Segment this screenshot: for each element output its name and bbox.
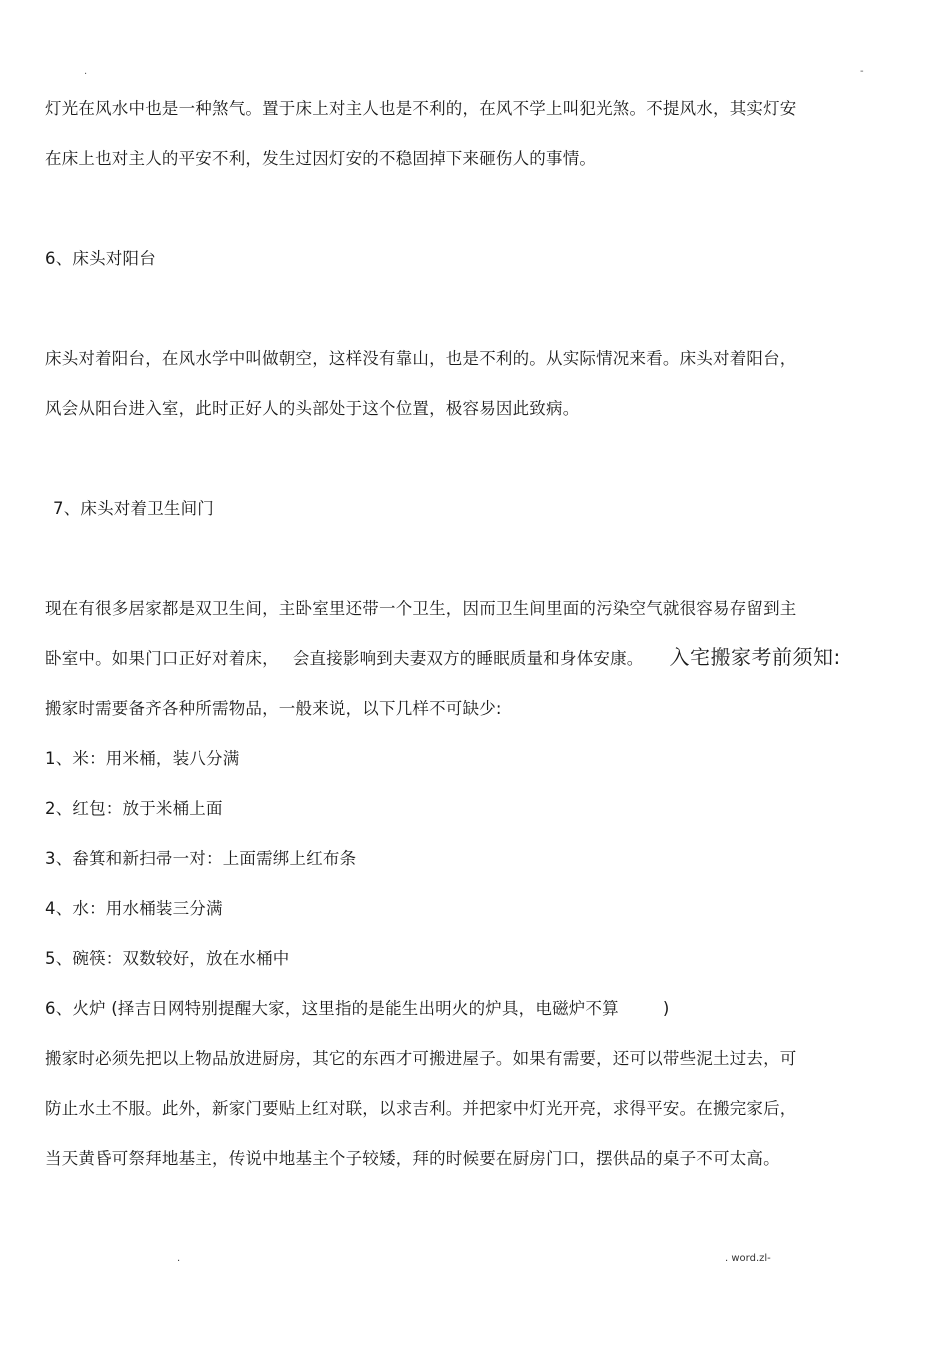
paragraph-bathroom-line-2b: 会直接影响到夫妻双方的睡眠质量和身体安康。: [292, 649, 644, 668]
list-item-2: 2、红包：放于米桶上面: [45, 799, 223, 818]
paragraph-bathroom-line-1: 现在有很多居家都是双卫生间，主卧室里还带一个卫生，因而卫生间里面的污染空气就很容易存留到主: [45, 599, 797, 618]
list-item-4: 4、水：用水桶装三分满: [45, 899, 223, 918]
paragraph-bathroom-line-2: [45, 646, 841, 670]
section-heading-6: 6、床头对阳台: [45, 249, 156, 268]
header-right-mark: -: [860, 66, 864, 77]
moving-notice-heading: 入宅搬家考前须知:: [669, 645, 841, 669]
header-left-mark: .: [84, 66, 88, 77]
section-heading-7: 7、床头对着卫生间门: [53, 499, 214, 518]
paragraph-moving-line-1: 搬家时必须先把以上物品放进厨房，其它的东西才可搬进屋子。如果有需要，还可以带些泥土过去，可: [45, 1049, 797, 1068]
paragraph-lighting-line-2: 在床上也对主人的平安不利，发生过因灯安的不稳固掉下来砸伤人的事情。: [45, 149, 597, 168]
list-item-6: [45, 998, 670, 1020]
paragraph-bathroom-line-2a: 卧室中。如果门口正好对着床，: [45, 649, 279, 668]
footer-left-mark: .: [177, 1253, 181, 1264]
paragraph-balcony-line-1: 床头对着阳台，在风水学中叫做朝空，这样没有靠山，也是不利的。从实际情况来看。床头对着阳台，: [45, 349, 797, 368]
list-item-3: 3、畚箕和新扫帚一对：上面需绑上红布条: [45, 849, 357, 868]
footer-source: . word.zl-: [725, 1253, 771, 1264]
list-item-5: 5、碗筷：双数较好，放在水桶中: [45, 949, 290, 968]
list-item-1: 1、米：用米桶，装八分满: [45, 749, 240, 768]
paragraph-balcony-line-2: 风会从阳台进入室，此时正好人的头部处于这个位置，极容易因此致病。: [45, 399, 580, 418]
list-item-6-close: ): [662, 999, 670, 1018]
paragraph-lighting-line-1: 灯光在风水中也是一种煞气。置于床上对主人也是不利的，在风不学上叫犯光煞。不提风水，其实灯安: [45, 99, 797, 118]
paragraph-moving-line-3: 当天黄昏可祭拜地基主，传说中地基主个子较矮，拜的时候要在厨房门口，摆供品的桌子不可太高。: [45, 1149, 780, 1168]
paragraph-moving-line-2: 防止水土不服。此外，新家门要贴上红对联，以求吉利。并把家中灯光开亮，求得平安。在搬完家后，: [45, 1099, 797, 1118]
list-item-6-text: 6、火炉 (择吉日网特别提醒大家，这里指的是能生出明火的炉具，电磁炉不算: [45, 999, 619, 1018]
moving-intro: 搬家时需要备齐各种所需物品，一般来说，以下几样不可缺少:: [45, 699, 502, 718]
